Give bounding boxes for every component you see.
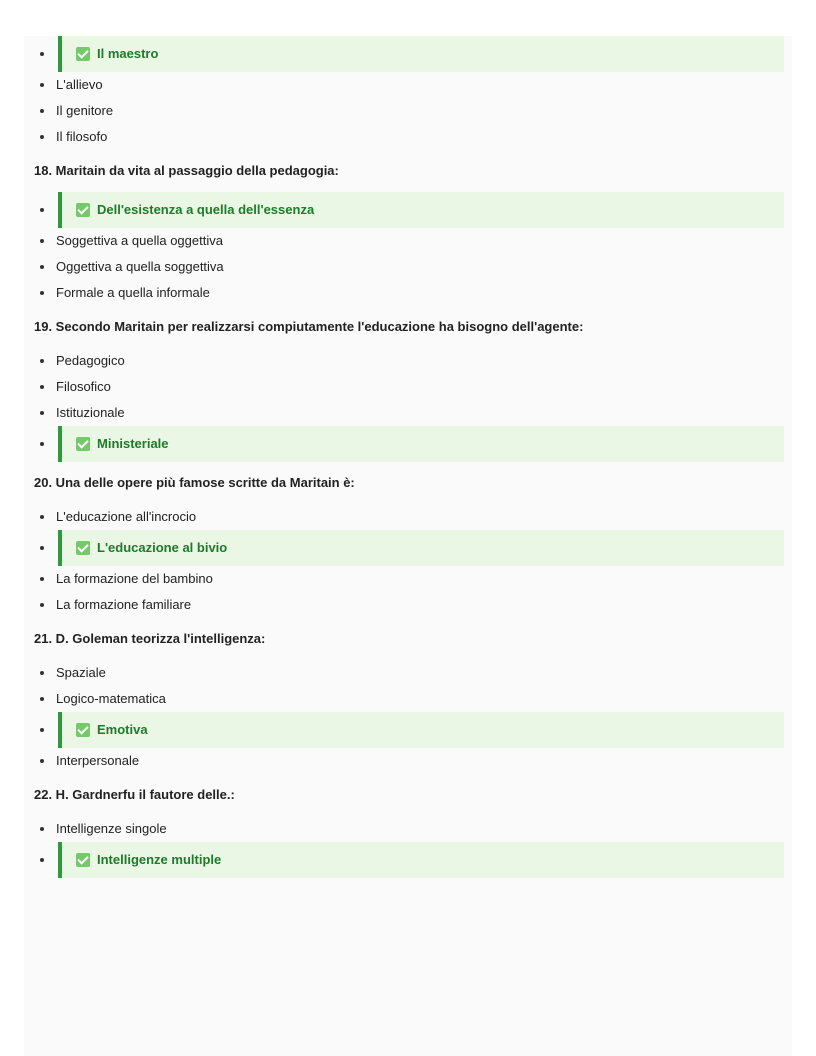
question-block xyxy=(34,318,784,462)
answer-option: La formazione del bambino xyxy=(34,566,784,592)
correct-answer-highlight xyxy=(58,36,784,72)
question-title: 18. Maritain da vita al passaggio della pedagogia: xyxy=(34,163,339,178)
question-title: 20. Una delle opere più famose scritte da Maritain è: xyxy=(34,475,355,490)
answer-option: Il genitore xyxy=(34,98,784,124)
checkbox-checked-icon xyxy=(76,723,90,737)
correct-answer-highlight xyxy=(58,192,784,228)
checkbox-checked-icon xyxy=(76,853,90,867)
correct-answer-item xyxy=(34,192,784,228)
answer-option: Filosofico xyxy=(34,374,784,400)
question-title: 21. D. Goleman teorizza l'intelligenza: xyxy=(34,631,266,646)
question-block xyxy=(34,786,784,878)
question-block xyxy=(34,162,784,306)
answer-option: Interpersonale xyxy=(34,748,784,774)
answer-option: Intelligenze singole xyxy=(34,816,784,842)
answer-option: L'educazione all'incrocio xyxy=(34,504,784,530)
correct-answer-text: Dell'esistenza a quella dell'essenza xyxy=(97,202,315,217)
options-list xyxy=(34,504,784,618)
checkbox-checked-icon xyxy=(76,203,90,217)
correct-answer-highlight xyxy=(58,426,784,462)
correct-answer-highlight xyxy=(58,712,784,748)
question-title: 22. H. Gardnerfu il fautore delle.: xyxy=(34,787,235,802)
quiz-content xyxy=(34,36,784,878)
correct-answer-item xyxy=(34,530,784,566)
answer-option: L'allievo xyxy=(34,72,784,98)
options-list xyxy=(34,660,784,774)
correct-answer-text: Ministeriale xyxy=(97,436,169,451)
correct-answer-item xyxy=(34,36,784,72)
options-list xyxy=(34,816,784,878)
question-block xyxy=(34,630,784,774)
checkbox-checked-icon xyxy=(76,541,90,555)
correct-answer-item xyxy=(34,842,784,878)
correct-answer-highlight xyxy=(58,530,784,566)
checkbox-checked-icon xyxy=(76,437,90,451)
correct-answer-text: Emotiva xyxy=(97,722,148,737)
answer-option: Soggettiva a quella oggettiva xyxy=(34,228,784,254)
answer-option: Pedagogico xyxy=(34,348,784,374)
question-title: 19. Secondo Maritain per realizzarsi compiutamente l'educazione ha bisogno dell'agente: xyxy=(34,319,584,334)
options-list xyxy=(34,348,784,462)
answer-option: Spaziale xyxy=(34,660,784,686)
correct-answer-text: L'educazione al bivio xyxy=(97,540,228,555)
correct-answer-text: Intelligenze multiple xyxy=(97,852,222,867)
checkbox-checked-icon xyxy=(76,47,90,61)
options-list xyxy=(34,36,784,150)
question-block xyxy=(34,36,784,150)
answer-option: La formazione familiare xyxy=(34,592,784,618)
answer-option: Formale a quella informale xyxy=(34,280,784,306)
options-list xyxy=(34,192,784,306)
correct-answer-item xyxy=(34,426,784,462)
correct-answer-text: Il maestro xyxy=(97,46,159,61)
answer-option: Istituzionale xyxy=(34,400,784,426)
answer-option: Logico-matematica xyxy=(34,686,784,712)
correct-answer-item xyxy=(34,712,784,748)
quiz-page xyxy=(24,36,792,1056)
answer-option: Il filosofo xyxy=(34,124,784,150)
question-block xyxy=(34,474,784,618)
correct-answer-highlight xyxy=(58,842,784,878)
answer-option: Oggettiva a quella soggettiva xyxy=(34,254,784,280)
